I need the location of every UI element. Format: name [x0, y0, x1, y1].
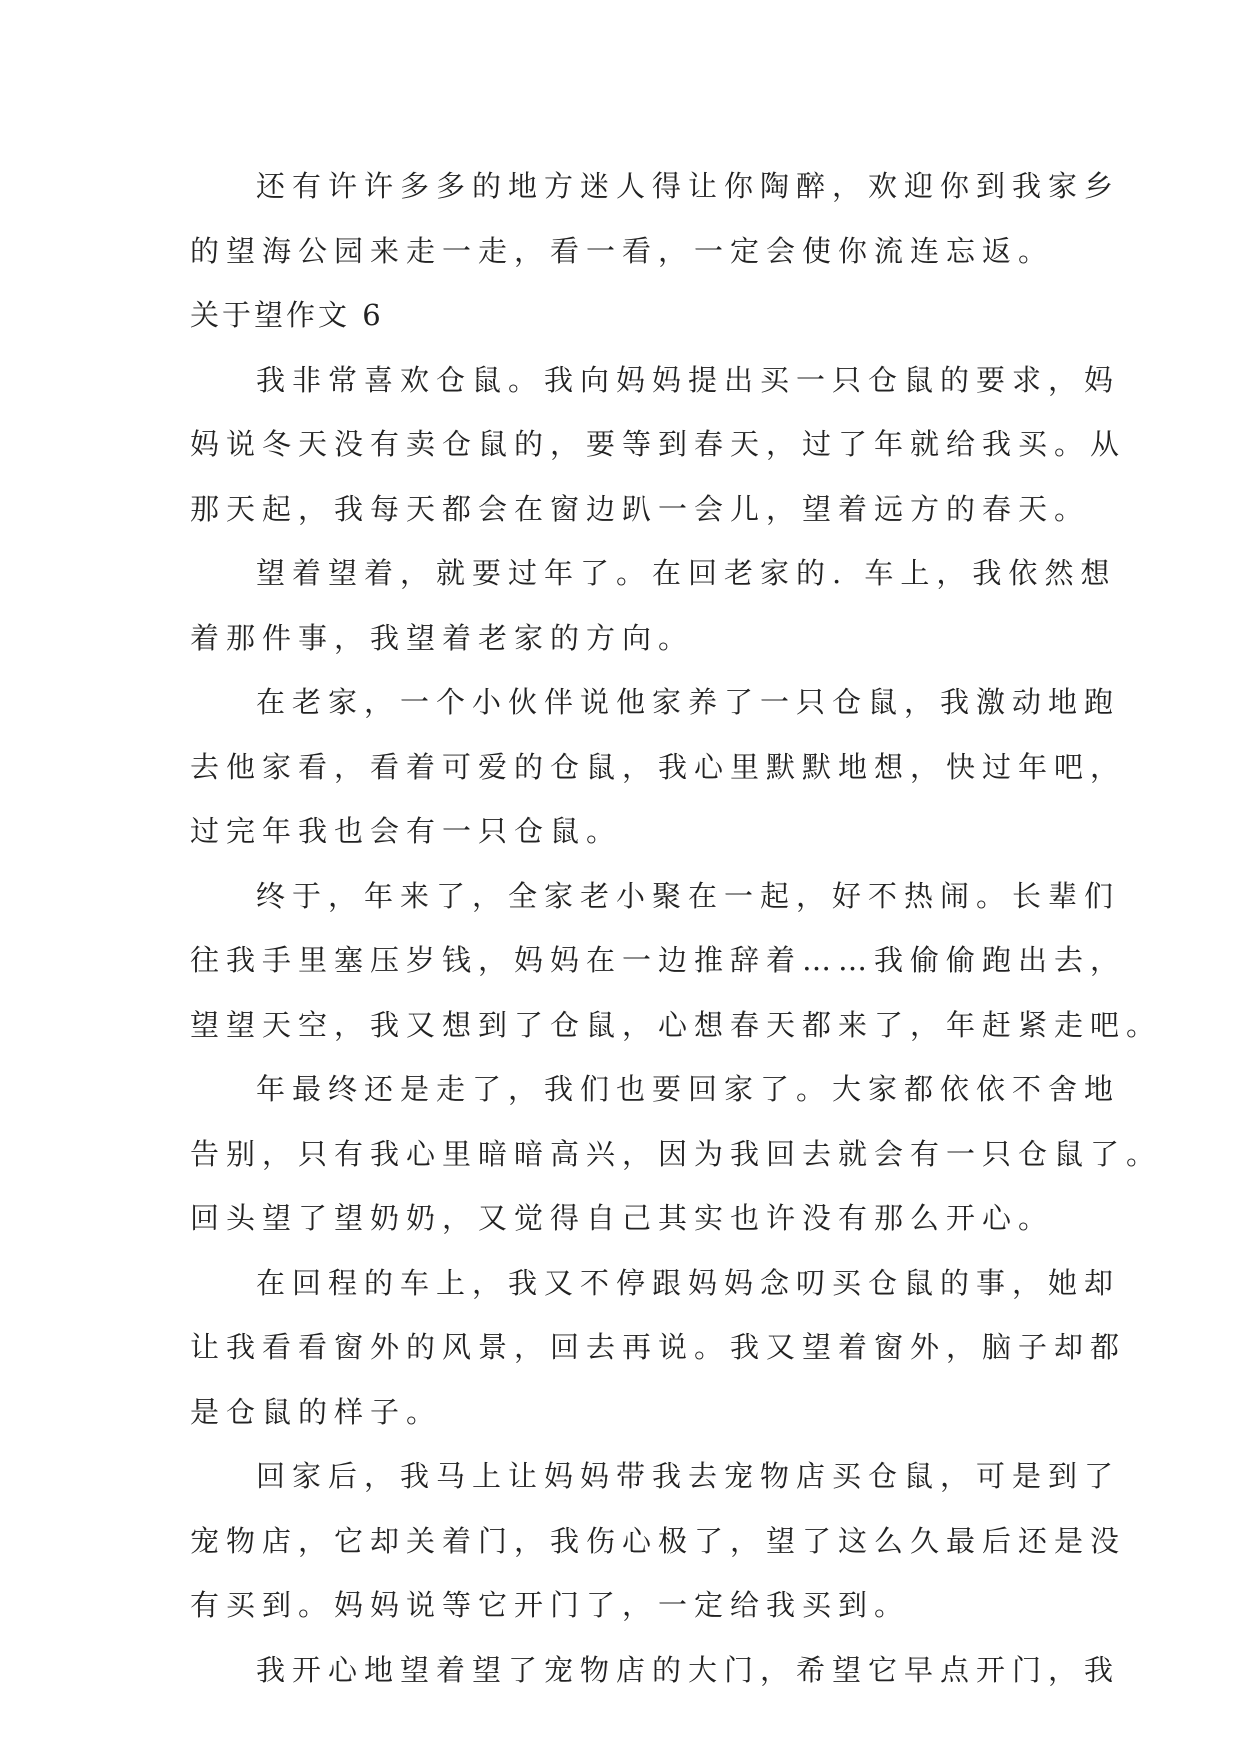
text-line: 我非常喜欢仓鼠。我向妈妈提出买一只仓鼠的要求，妈	[256, 362, 1121, 397]
text-line: 终于，年来了，全家老小聚在一起，好不热闹。长辈们	[256, 878, 1121, 913]
section-heading: 关于望作文 6	[190, 298, 384, 332]
text-line: 那天起，我每天都会在窗边趴一会儿，望着远方的春天。	[190, 491, 1091, 526]
text-line: 回家后，我马上让妈妈带我去宠物店买仓鼠，可是到了	[256, 1459, 1121, 1493]
text-line: 宠物店，它却关着门，我伤心极了，望了这么久最后还是没	[190, 1523, 1127, 1558]
text-line: 我开心地望着望了宠物店的大门，希望它早点开门，我	[256, 1652, 1121, 1687]
text-line: 让我看看窗外的风景，回去再说。我又望着窗外，脑子却都	[190, 1330, 1127, 1364]
text-line: 过完年我也会有一只仓鼠。	[190, 814, 623, 848]
text-line: 去他家看，看着可爱的仓鼠，我心里默默地想，快过年吧，	[190, 749, 1127, 784]
text-line: 着那件事，我望着老家的方向。	[190, 620, 695, 655]
text-line: 回头望了望奶奶，又觉得自己其实也许没有那么开心。	[190, 1201, 1055, 1235]
text-line: 是仓鼠的样子。	[190, 1394, 443, 1429]
text-line: 的望海公园来走一走，看一看，一定会使你流连忘返。	[190, 233, 1055, 268]
text-line: 还有许许多多的地方迷人得让你陶醉，欢迎你到我家乡	[256, 169, 1121, 203]
text-line: 在老家，一个小伙伴说他家养了一只仓鼠，我激动地跑	[256, 685, 1121, 719]
text-line: 望着望着，就要过年了。在回老家的. 车上，我依然想	[256, 556, 1117, 590]
text-line: 年最终还是走了，我们也要回家了。大家都依依不舍地	[256, 1072, 1121, 1106]
text-line: 妈说冬天没有卖仓鼠的，要等到春天，过了年就给我买。从	[190, 427, 1127, 461]
text-line: 告别，只有我心里暗暗高兴，因为我回去就会有一只仓鼠了。	[190, 1136, 1163, 1171]
document-body	[190, 154, 1163, 1702]
text-line: 望望天空，我又想到了仓鼠，心想春天都来了，年赶紧走吧。	[190, 1007, 1163, 1042]
text-line: 在回程的车上，我又不停跟妈妈念叨买仓鼠的事，她却	[256, 1265, 1121, 1300]
text-line: 往我手里塞压岁钱，妈妈在一边推辞着……我偷偷跑出去，	[190, 943, 1127, 977]
text-line: 有买到。妈妈说等它开门了，一定给我买到。	[190, 1588, 911, 1622]
